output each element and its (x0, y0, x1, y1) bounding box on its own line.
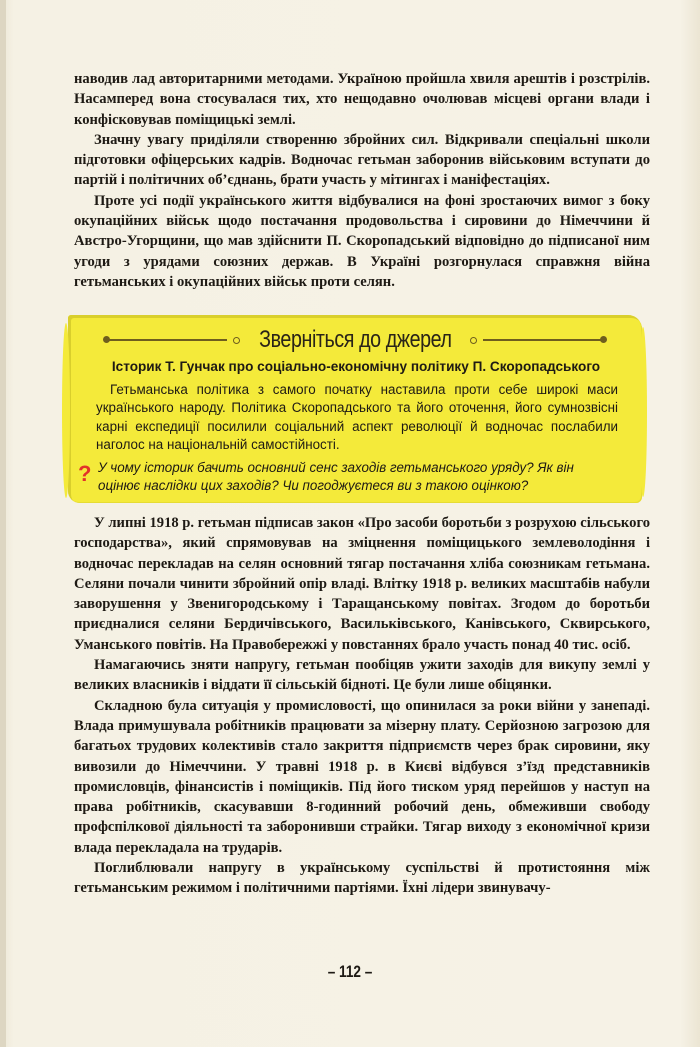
bottom-text-block (74, 513, 650, 899)
paragraph-political-tension: Поглиблювали напругу в українському суспільстві й протистояння між гетьманським режимом і політичними партіями. Їхні лідери звинувачу- (74, 860, 650, 897)
source-box-title: Зверніться до джерел (258, 326, 452, 353)
question-mark-icon: ? (78, 461, 92, 486)
source-box-subtitle: Історик Т. Гунчак про соціально-економічну політику П. Скоропадського (111, 359, 601, 374)
page-number: – 112 – (327, 962, 373, 981)
paragraph-continuation: наводив лад авторитарними методами. Україною пройшла хвиля арештів і розстрілів. Насамперед вона стосувалася тих, хто нещодавно очолював місцеві органи влади і конфісковував поміщицькі землі. (74, 71, 650, 128)
source-box (68, 315, 642, 503)
title-ornament-dot-left (233, 337, 240, 344)
paragraph-occupation-demands: Проте усі події українського життя відбувалися на фоні зростаючих вимог з боку окупаційних військ щодо постачання продовольства і сировини до Німеччини й Австро-Угорщини, що мав здійснити П. Скоропадський відповідно до підписаної ним угоди з урядами союзних держав. В Україні розгорнулася справжня війна гетьманських і окупаційних військ проти селян. (74, 192, 650, 290)
source-quote: Гетьманська політика з самого початку наставила проти себе широкі маси українського народу. Політика Скоропадського та його оточення, його сумнозвісні карні експедиції посилили соціальний аспект революції й водночас послабили наголос на національній самостійності. (96, 382, 618, 453)
title-ornament-right (483, 339, 603, 341)
title-ornament-dot-right (470, 337, 477, 344)
paragraph-industry: Складною була ситуація у промисловості, що опинилася за роки війни у занепаді. Влада примушувала робітників працювати за мізерну плату. Серйозною загрозою для багатьох трудових колективів стало закриття підприємств через брак сировини, яку вивозили до Німеччини. У травні 1918 р. в Києві відбувся з’їзд представників промисловців, фінансистів і поміщиків. Під його тиском уряд перейшов у наступ на права робітників, скасувавши 8-годинний робочий день, обмеживши свободу профспілкової діяльності та заборонивши страйки. Тягар виходу з економічної кризи влада перекладала на трударів. (74, 697, 650, 856)
top-text-block (74, 69, 650, 292)
title-ornament-left (107, 339, 227, 341)
page-spine-shadow (0, 0, 6, 1047)
paragraph-armed-forces: Значну увагу приділяли створенню збройних сил. Відкривали спеціальні школи підготовки офіцерських кадрів. Водночас гетьман заборонив військовим вступати до партій і політичних об’єднань, брати участь у мітингах і маніфестаціях. (74, 131, 650, 189)
source-question: У чому історик бачить основний сенс заходів гетьманського уряду? Як він оцінює наслідки цих заходів? Чи погоджуєтеся ви з такою оцінкою? (98, 460, 574, 494)
paragraph-law-july-1918: У липні 1918 р. гетьман підписав закон «Про засоби боротьби з розрухою сільського господарства», який спрямовував на зміцнення поміщицького землеволодіння і водночас перекладав на селян основний тягар постачання хліба союзникам гетьмана. Селяни почали чинити збройний опір владі. Влітку 1918 р. великих масштабів набули заворушення у Звенигородському і Таращанському повітах. Згодом до боротьби приєдналися селяни Бердичівського, Васильківського, Канівського, Сквирського, Уманського повітів. На Правобережжі у повстаннях брало участь понад 40 тис. осіб. (74, 515, 651, 653)
paragraph-land-promise: Намагаючись зняти напругу, гетьман пообіцяв ужити заходів для викупу землі у великих власників і віддати її сільській бідноті. Це були лише обіцянки. (74, 657, 650, 694)
source-box-title-row (68, 323, 642, 357)
